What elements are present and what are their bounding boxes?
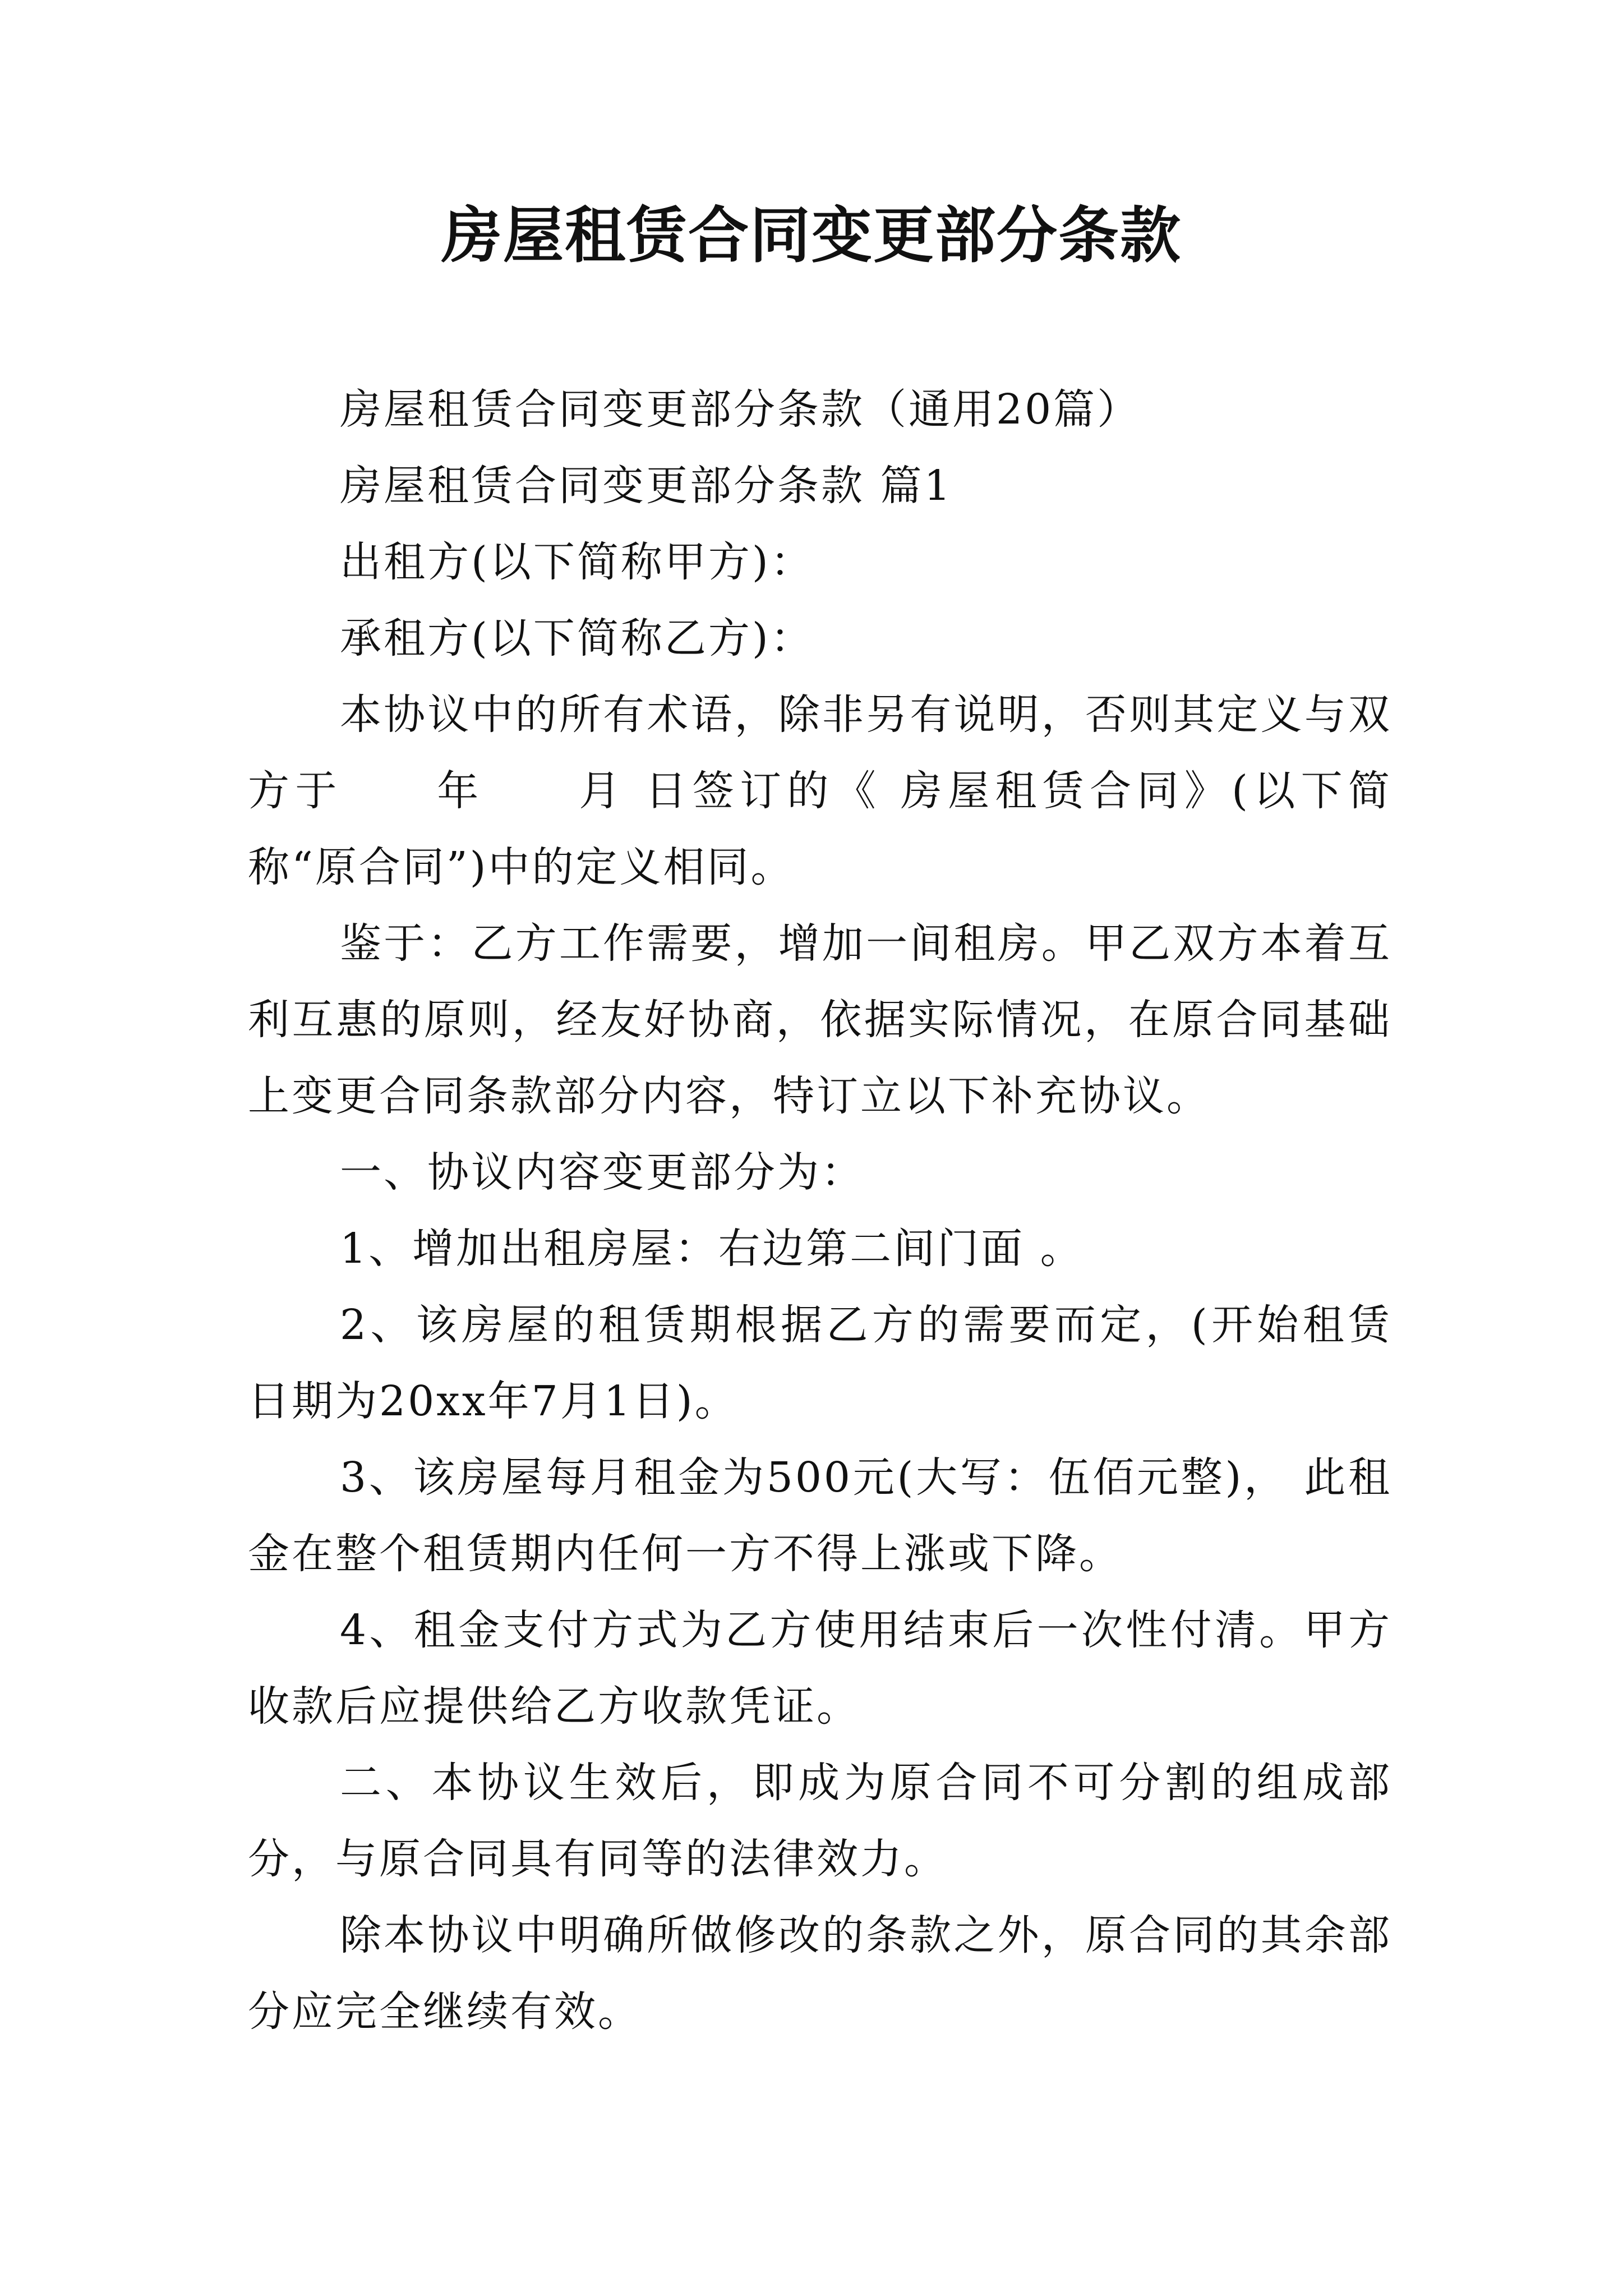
paragraph-item-3: 3、该房屋每月租金为500元(大写：伍佰元整)， 此租金在整个租赁期内任何一方不得上涨或下降。 [248,1453,1392,1578]
paragraph-definitions: 本协议中的所有术语，除非另有说明，否则其定义与双方于 年 月 日签订的《 房屋租赁合同》(以下简称“原合同”)中的定义相同。 [248,691,1392,891]
paragraph-remainder: 除本协议中明确所做修改的条款之外，原合同的其余部分应完全继续有效。 [248,1911,1392,2036]
paragraph-item-2: 2、该房屋的租赁期根据乙方的需要而定，(开始租赁日期为20xx年7月1日)。 [248,1301,1392,1425]
paragraph-clause-one: 一、协议内容变更部分为： [340,1148,865,1197]
document-body [248,371,1392,2050]
paragraph-section-heading: 房屋租赁合同变更部分条款 篇1 [340,462,953,510]
document-title: 房屋租赁合同变更部分条款 [441,200,1182,271]
paragraph-subtitle: 房屋租赁合同变更部分条款（通用20篇） [340,385,1141,434]
paragraph-clause-two: 二、本协议生效后，即成为原合同不可分割的组成部分，与原合同具有同等的法律效力。 [248,1759,1392,1883]
paragraph-whereas: 鉴于：乙方工作需要，增加一间租房。甲乙双方本着互利互惠的原则，经友好协商，依据实际情况，在原合同基础上变更合同条款部分内容，特订立以下补充协议。 [248,919,1392,1120]
paragraph-lessor: 出租方(以下简称甲方)： [340,538,814,586]
paragraph-item-4: 4、租金支付方式为乙方使用结束后一次性付清。甲方收款后应提供给乙方收款凭证。 [248,1606,1392,1731]
paragraph-item-1: 1、增加出租房屋：右边第二间门面 。 [340,1225,1084,1273]
paragraph-lessee: 承租方(以下简称乙方)： [340,614,814,662]
